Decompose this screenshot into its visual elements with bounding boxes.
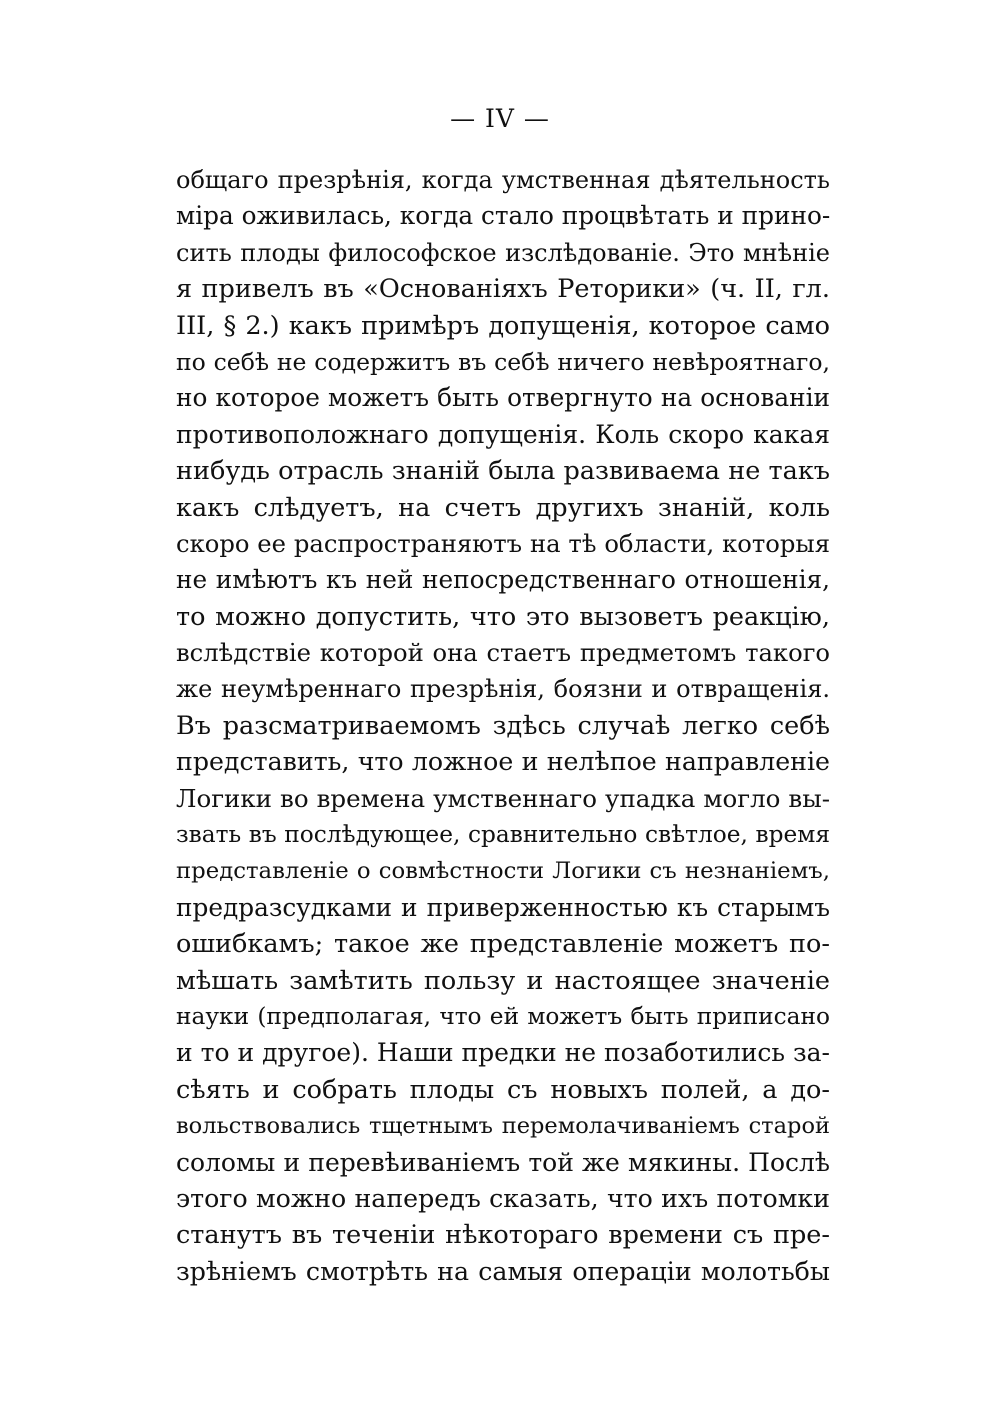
text-line: звать въ послѣдующее, сравнительно свѣтлое, время — [176, 821, 830, 849]
text-line: соломы и перевѣиваніемъ той же мякины. Послѣ — [176, 1147, 830, 1177]
text-line: скоро ее распространяютъ на тѣ области, которыя — [176, 528, 830, 558]
text-line: вслѣдствіе которой она стаетъ предметомъ такого — [176, 638, 830, 668]
text-line: предразсудками и приверженностью къ старымъ — [176, 892, 830, 922]
text-line: и то и другое). Наши предки не позаботились за- — [176, 1038, 830, 1068]
text-line: науки (предполагая, что ей можетъ быть приписано — [176, 1002, 830, 1030]
text-line: то можно допустить, что это вызоветъ реакцію, — [176, 601, 830, 632]
text-line: не имѣютъ къ ней непосредственнаго отношенія, — [176, 565, 830, 595]
text-line: я привелъ въ «Основаніяхъ Реторики» (ч. II, гл. — [176, 274, 830, 305]
text-line: представленіе о совмѣстности Логики съ незнаніемъ, — [176, 858, 830, 885]
text-line: станутъ въ теченіи нѣкотораго времени съ пре- — [176, 1220, 830, 1251]
text-line: какъ слѣдуетъ, на счетъ другихъ знаній, коль — [176, 492, 830, 523]
text-line: сѣять и собрать плоды съ новыхъ полей, а до- — [176, 1074, 830, 1105]
text-line: ошибкамъ; такое же представленіе можетъ по- — [176, 929, 830, 960]
text-line: представить, что ложное и нелѣпое направленіе — [176, 747, 830, 777]
text-line: противоположнаго допущенія. Коль скоро какая — [176, 419, 830, 449]
text-line: III, § 2.) какъ примѣръ допущенія, которое само — [176, 310, 830, 341]
text-line: вольствовались тщетнымъ перемолачиваніемъ старой — [176, 1113, 830, 1140]
text-line: зрѣніемъ смотрѣть на самыя операціи молотьбы — [176, 1256, 830, 1286]
text-line: Логики во времена умственнаго упадка могло вы- — [176, 783, 830, 813]
text-line: по себѣ не содержитъ въ себѣ ничего невѣроятнаго, — [176, 347, 830, 376]
body-text — [176, 162, 830, 1290]
text-line: міра оживилась, когда стало процвѣтать и прино- — [176, 201, 831, 231]
text-line: но которое можетъ быть отвергнуто на основаніи — [176, 383, 830, 413]
text-line: нибудь отрасль знаній была развиваема не такъ — [176, 456, 830, 487]
text-line: общаго презрѣнія, когда умственная дѣятельность — [176, 166, 830, 194]
text-line: сить плоды философское изслѣдованіе. Это мнѣніе — [176, 238, 830, 267]
text-line: этого можно напередъ сказать, что ихъ потомки — [176, 1183, 830, 1213]
text-line: мѣшать замѣтить пользу и настоящее значеніе — [176, 965, 830, 996]
text-line: Въ разсматриваемомъ здѣсь случаѣ легко себѣ — [176, 710, 830, 741]
page-number: — IV — — [450, 104, 550, 133]
text-line: же неумѣреннаго презрѣнія, боязни и отвращенія. — [176, 675, 830, 704]
